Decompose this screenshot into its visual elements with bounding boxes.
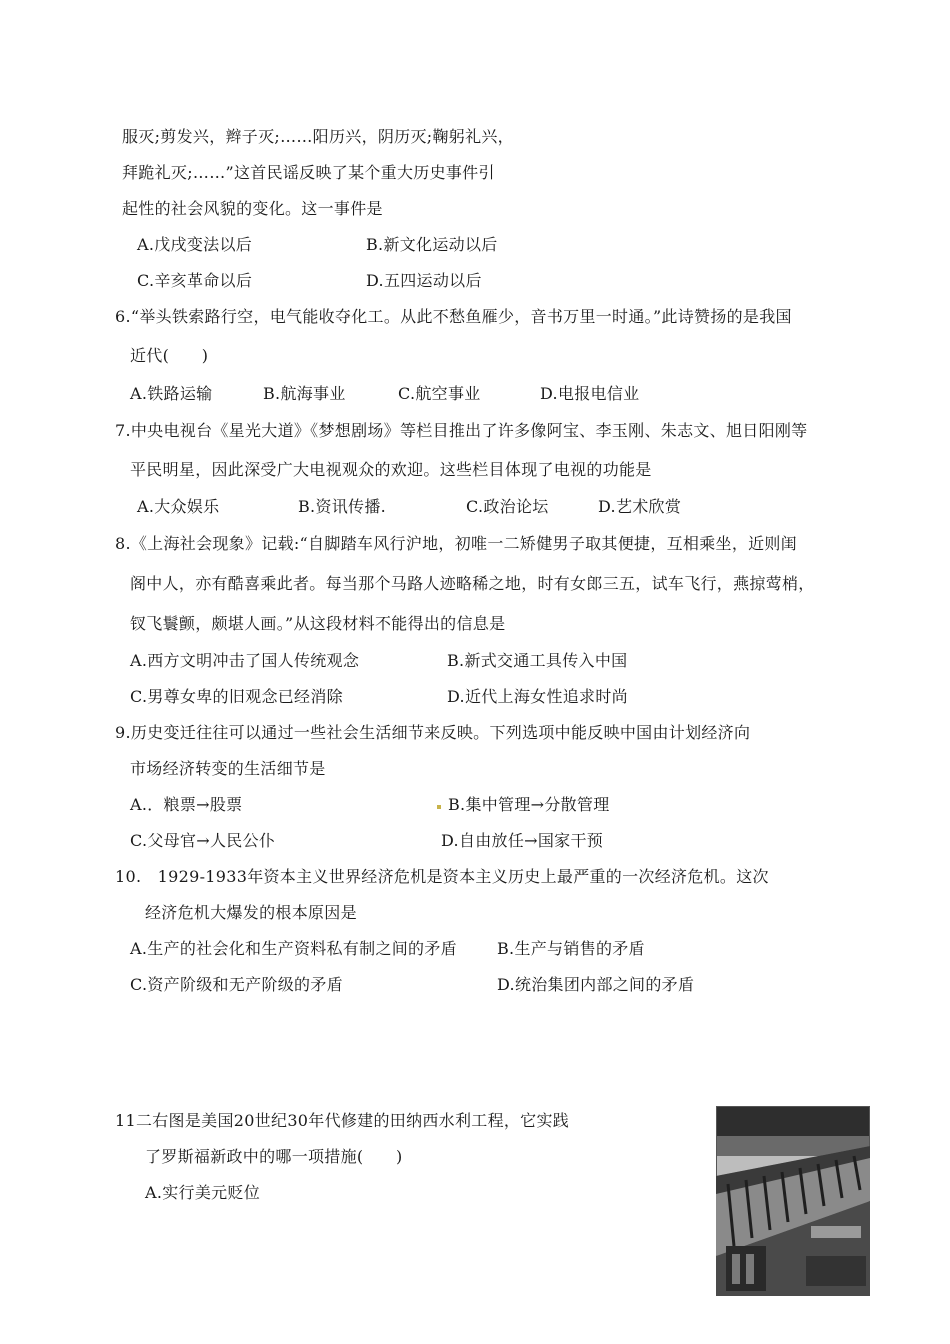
tva-dam-photo [716,1106,870,1296]
q8-stem-line1: 8.《上海社会现象》记载:“自脚踏车风行沪地，初唯一二矫健男子取其便捷，互相乘坐，近则闺 [115,534,798,553]
q9-option-b: B.集中管理→分散管理 [448,795,610,814]
q10-option-c: C.资产阶级和无产阶级的矛盾 [130,975,343,994]
q6-option-c: C.航空事业 [398,384,481,403]
q7-option-d: D.艺术欣赏 [598,497,682,516]
q5-option-b: B.新文化运动以后 [366,235,498,254]
q5-stem-line2: 拜跪礼灭;……”这首民谣反映了某个重大历史事件引 [122,163,495,182]
q8-option-d: D.近代上海女性追求时尚 [447,687,628,706]
q8-option-b: B.新式交通工具传入中国 [447,651,628,670]
q5-stem-line3: 起性的社会风貌的变化。这一事件是 [122,199,383,218]
q11-stem-line2: 了罗斯福新政中的哪一项措施( ) [145,1147,403,1166]
q5-option-d: D.五四运动以后 [366,271,482,290]
q8-option-a: A.西方文明冲击了国人传统观念 [130,651,360,670]
q9-option-c: C.父母官→人民公仆 [130,831,276,850]
q10-stem-line1: 10. 1929-1933年资本主义世界经济危机是资本主义历史上最严重的一次经济危机。这次 [115,867,769,886]
q9-option-a: A.．粮票→股票 [130,795,243,814]
q7-option-c: C.政治论坛 [466,497,549,516]
q7-option-a: A.大众娱乐 [137,497,220,516]
q8-stem-line3: 钗飞鬟颤，颇堪人画。”从这段材料不能得出的信息是 [130,614,506,633]
q8-option-c: C.男尊女卑的旧观念已经消除 [130,687,343,706]
q9-stem-line1: 9.历史变迁往往可以通过一些社会生活细节来反映。下列选项中能反映中国由计划经济向 [115,723,751,742]
q5-option-c: C.辛亥革命以后 [137,271,253,290]
q6-option-d: D.电报电信业 [540,384,640,403]
q10-stem-line2: 经济危机大爆发的根本原因是 [145,903,357,922]
q5-option-a: A.戊戌变法以后 [137,235,253,254]
q10-option-d: D.统治集团内部之间的矛盾 [497,975,695,994]
q7-stem-line1: 7.中央电视台《星光大道》《梦想剧场》等栏目推出了许多像阿宝、李玉刚、朱志文、旭日阳刚等 [115,421,808,440]
q10-option-b: B.生产与销售的矛盾 [497,939,645,958]
q6-option-b: B.航海事业 [263,384,346,403]
q6-option-a: A.铁路运输 [130,384,213,403]
q11-stem-line1: 11二右图是美国20世纪30年代修建的田纳西水利工程，它实践 [115,1111,570,1130]
q7-stem-line2: 平民明星，因此深受广大电视观众的欢迎。这些栏目体现了电视的功能是 [130,460,652,479]
q6-stem-line1: 6.“举头铁索路行空，电气能收夺化工。从此不愁鱼雁少，音书万里一时通。”此诗赞扬的是我国 [115,307,792,326]
q5-stem-line1: 服灭;剪发兴，辫子灭;……阳历兴，阴历灭;鞠躬礼兴， [122,127,514,146]
q6-stem-line2: 近代( ) [130,346,209,365]
scan-speck [437,805,441,809]
q8-stem-line2: 阁中人，亦有酷喜乘此者。每当那个马路人迹略稀之地，时有女郎三五，试车飞行，燕掠莺梢， [130,574,815,593]
q10-option-a: A.生产的社会化和生产资料私有制之间的矛盾 [130,939,457,958]
q11-option-a: A.实行美元贬位 [145,1183,261,1202]
q9-stem-line2: 市场经济转变的生活细节是 [130,759,326,778]
q7-option-b: B.资讯传播. [298,497,387,516]
q9-option-d: D.自由放任→国家干预 [441,831,604,850]
